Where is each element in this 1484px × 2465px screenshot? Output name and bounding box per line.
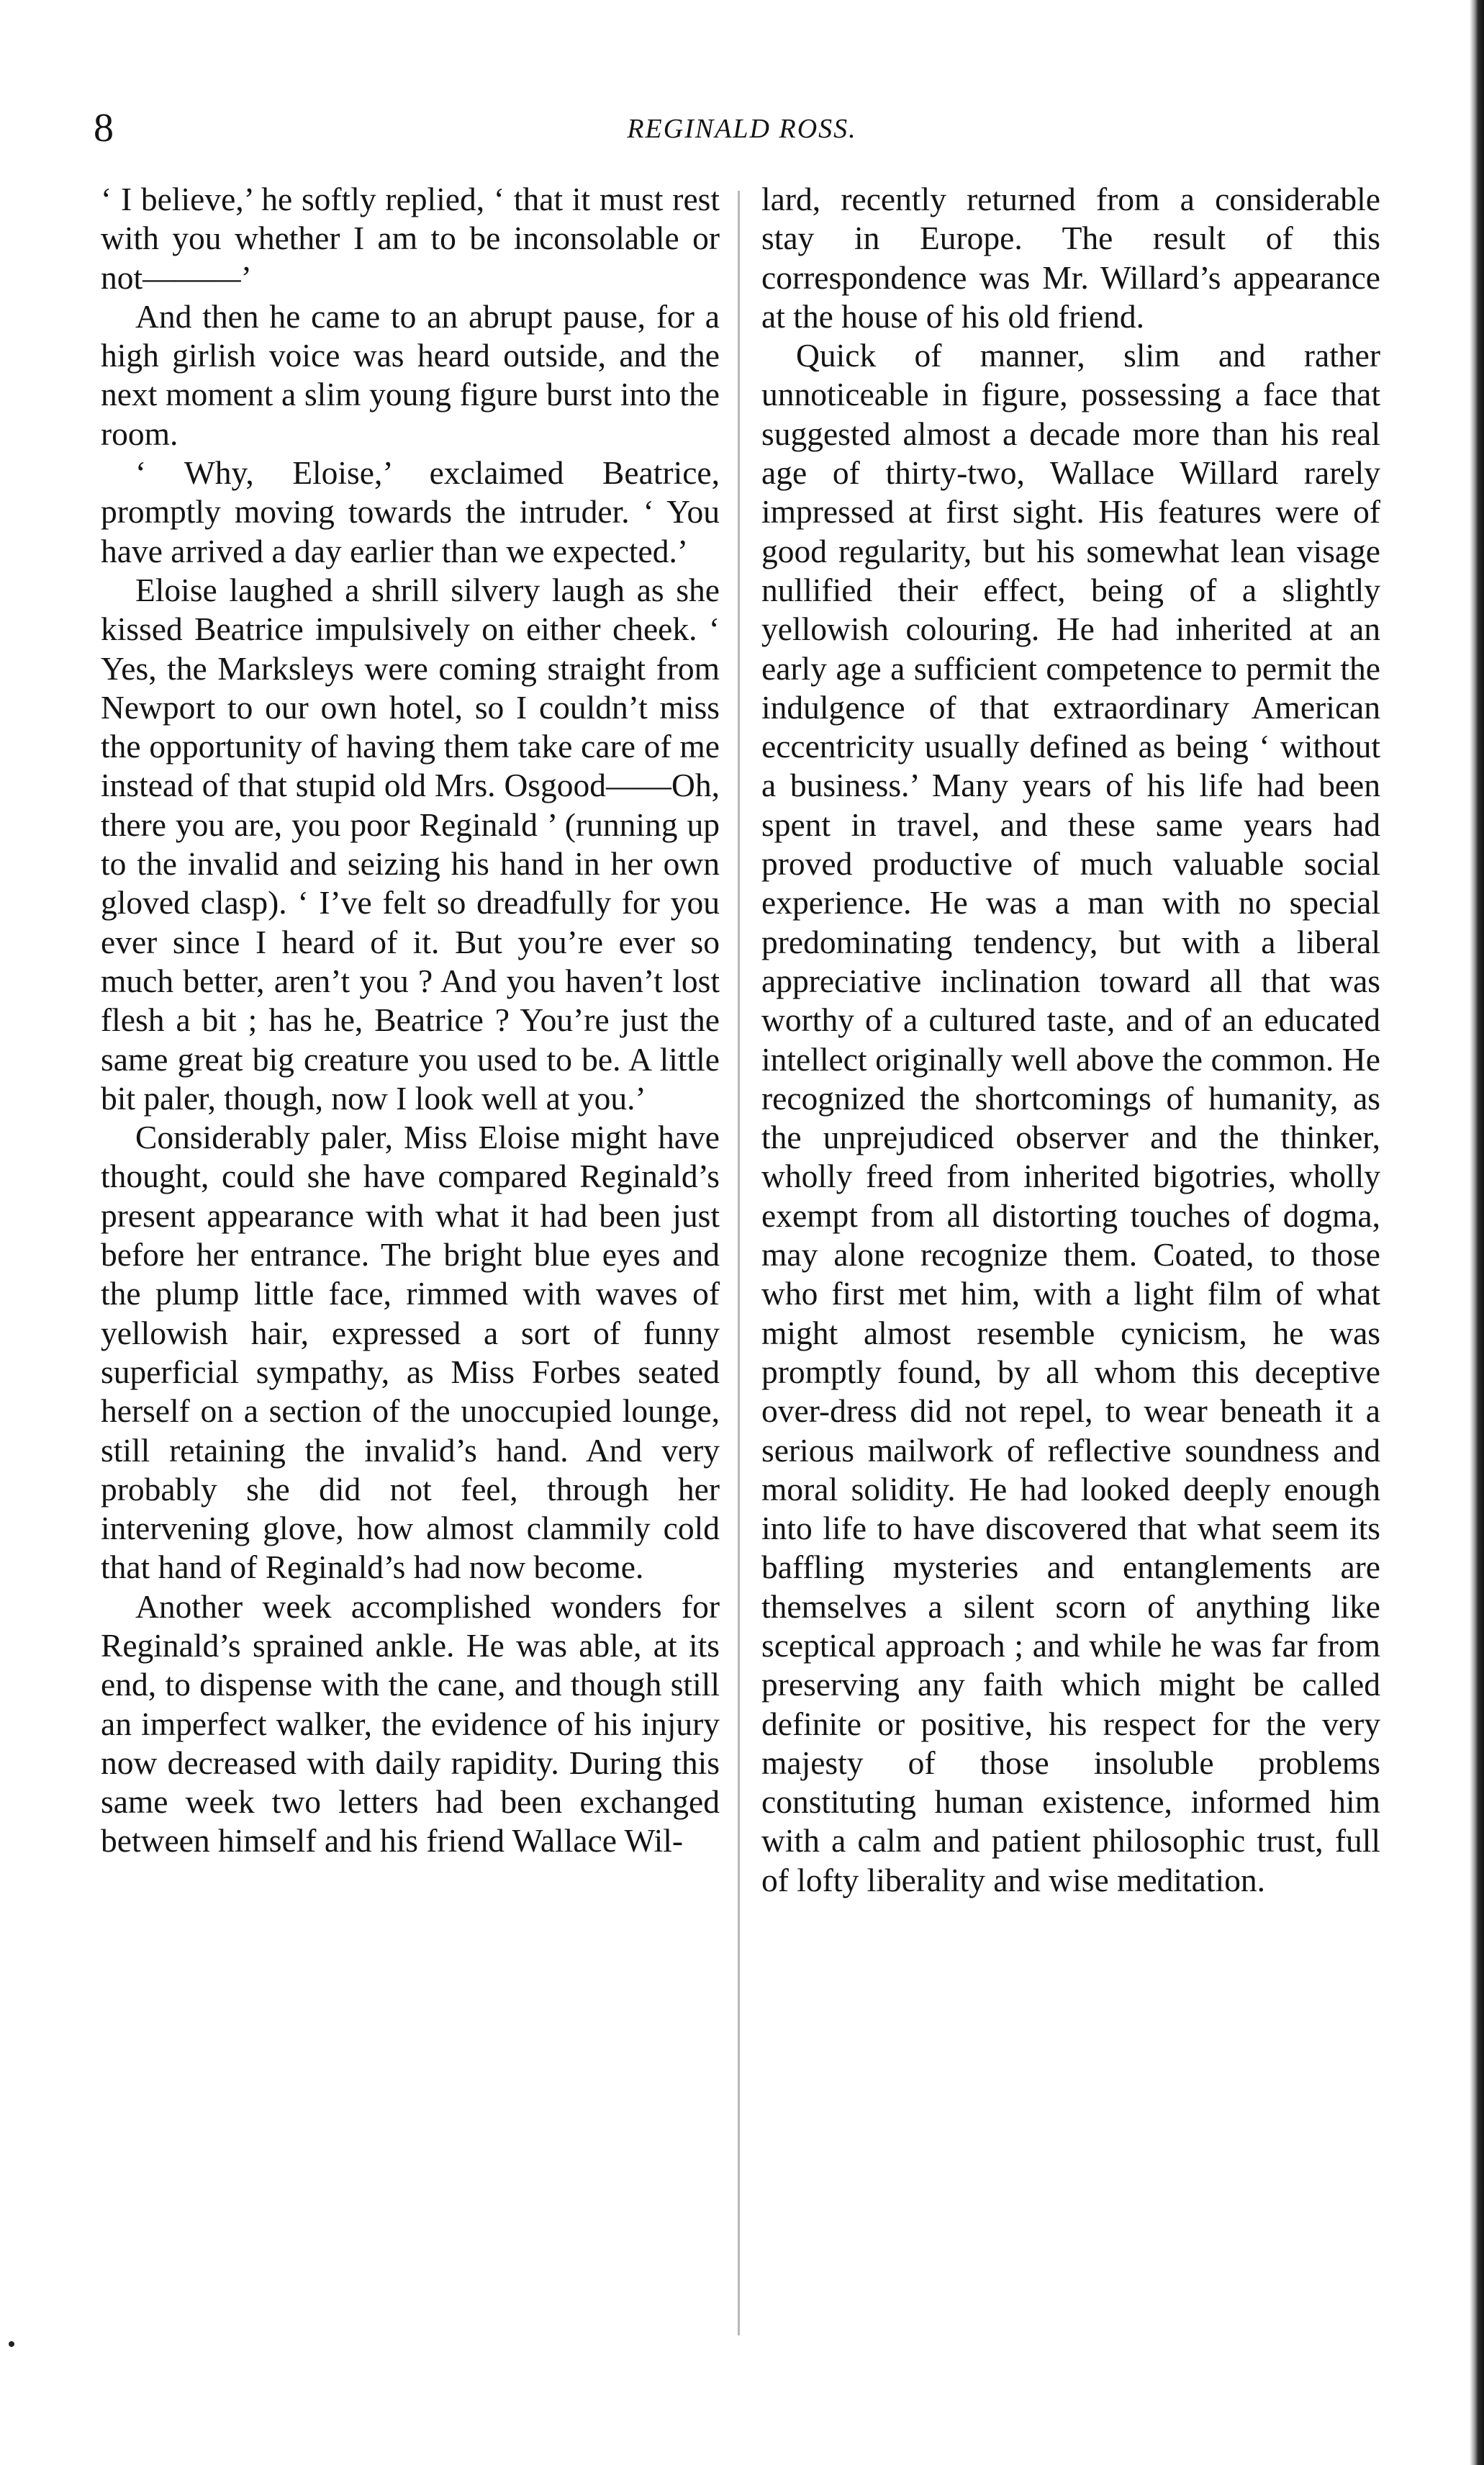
paragraph: Another week accomplished wonders for Reginald’s sprained ankle. He was able, at its end, to dispense with the cane, and though still an imperfect walker, the evidence of his injury now decreased with daily rapidity. During this same week two letters had been exchanged between himself and his friend Wallace Wil- [101,1587,720,1860]
paragraph: Eloise laughed a shrill silvery laugh as she kissed Beatrice impulsively on either cheek. ‘ Yes, the Marksleys were coming straight from Newport to our own hotel, so I couldn’t miss the opportunity of having them take care of me instead of that stupid old Mrs. Osgood——Oh, there you are, you poor Reginald ’ (running up to the invalid and seizing his hand in her own gloved clasp). ‘ I’ve felt so dreadfully for you ever since I heard of it. But you’re ever so much better, aren’t you ? And you haven’t lost flesh a bit ; has he, Beatrice ? You’re just the same great big creature you used to be. A little bit paler, though, now I look well at you.’ [101,571,720,1117]
page-binding-edge [1470,0,1484,2465]
paragraph: Considerably paler, Miss Eloise might have thought, could she have compared Reginald’s present appearance with what it had been just before her entrance. The bright blue eyes and the plump little face, rimmed with waves of yellowish hair, expressed a sort of funny superficial sympathy, as Miss Forbes seated herself on a section of the unoccupied lounge, still retaining the invalid’s hand. And very probably she did not feel, through her intervening glove, how almost clammily cold that hand of Reginald’s had now become. [101,1119,720,1586]
ink-speck [9,2341,14,2347]
left-column [101,180,720,1861]
running-title: REGINALD ROSS. [627,114,857,144]
paragraph: ‘ Why, Eloise,’ exclaimed Beatrice, promptly moving towards the intruder. ‘ You have arrived a day earlier than we expected.’ [101,454,720,569]
paragraph: lard, recently returned from a considerable stay in Europe. The result of this correspondence was Mr. Willard’s appearance at the house of his old friend. [761,181,1380,335]
paragraph: Quick of manner, slim and rather unnoticeable in figure, possessing a face that suggested almost a decade more than his real age of thirty-two, Wallace Willard rarely impressed at first sight. His features were of good regularity, but his somewhat lean visage nullified their effect, being of a slightly yellowish colouring. He had inherited at an early age a sufficient competence to permit the indulgence of that extraordinary American eccentricity usually defined as being ‘ without a business.’ Many years of his life had been spent in travel, and these same years had proved productive of much valuable social experience. He was a man with no special predominating tendency, but with a liberal appreciative inclination toward all that was worthy of a cultured taste, and of an educated intellect originally well above the common. He recognized the shortcomings of humanity, as the unprejudiced observer and the thinker, wholly freed from inherited bigotries, wholly exempt from all distorting touches of dogma, may alone recognize them. Coated, to those who first met him, with a light film of what might almost resemble cynicism, he was promptly found, by all whom this deceptive over-dress did not repel, to wear beneath it a serious mailwork of reflective soundness and moral solidity. He had looked deeply enough into life to have discovered that what seem its baffling mysteries and entanglements are themselves a silent scorn of anything like sceptical approach ; and while he was far from preserving any faith which might be called definite or positive, his respect for the very majesty of those insoluble problems constituting human existence, informed him with a calm and patient philosophic trust, full of lofty liberality and wise meditation. [761,337,1380,1898]
column-divider [738,191,740,2335]
paragraph: And then he came to an abrupt pause, for a high girlish voice was heard outside, and the next moment a slim young figure burst into the room. [101,297,720,452]
right-column [761,180,1380,1900]
page-number: 8 [94,106,114,150]
paragraph: ‘ I believe,’ he softly replied, ‘ that it must rest with you whether I am to be inconsolable or not———’ [101,181,720,296]
